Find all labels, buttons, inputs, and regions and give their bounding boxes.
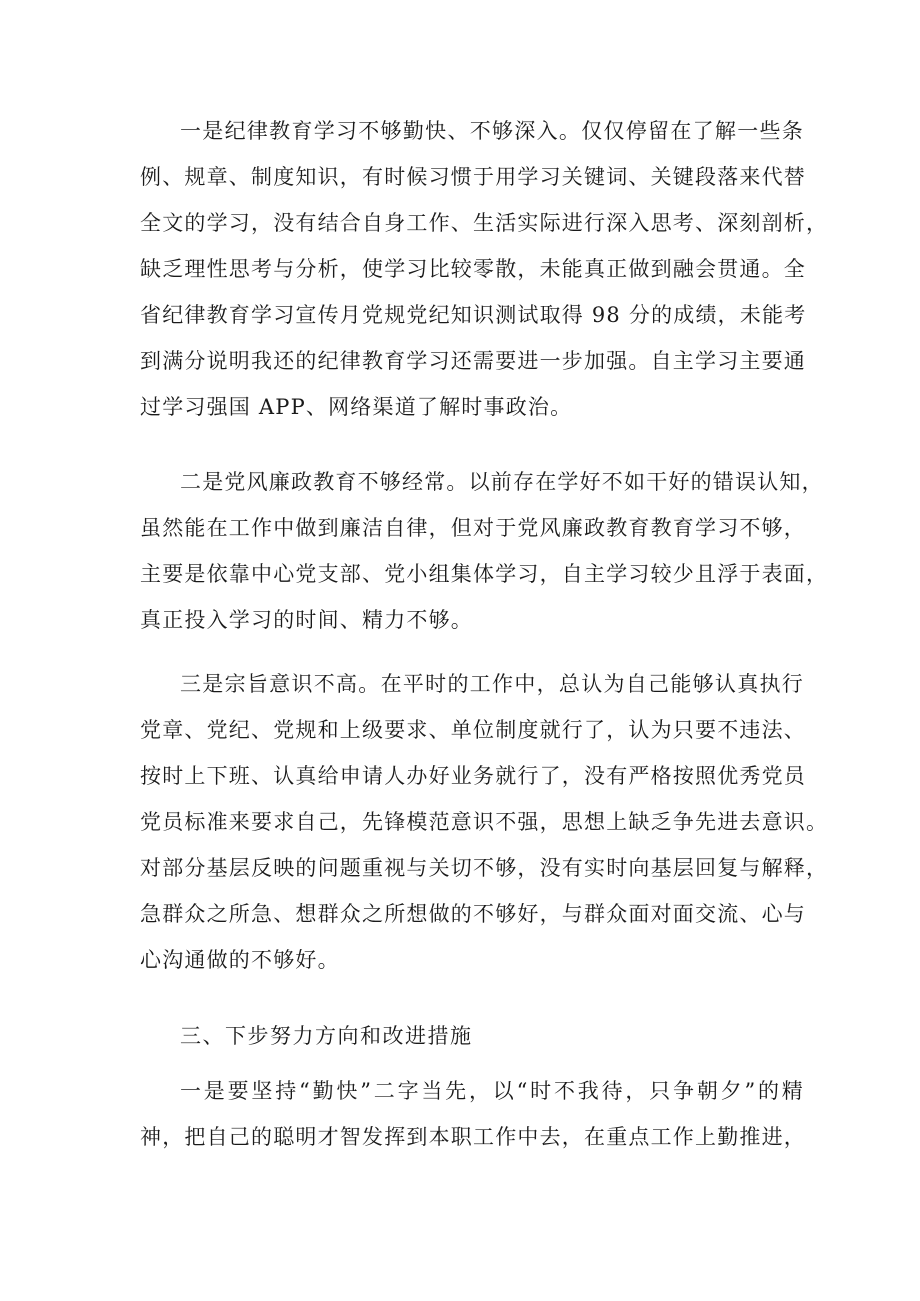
paragraph-discipline-education — [140, 108, 829, 430]
paragraph-integrity-education — [140, 459, 829, 643]
text-line: 党章、党纪、党规和上级要求、单位制度就行了，认为只要不违法、 — [140, 718, 806, 742]
text-line: 全文的学习，没有结合自身工作、生活实际进行深入思考、深刻剖析， — [140, 211, 829, 235]
text-line: 一是要坚持“勤快”二字当先，以“时不我待，只争朝夕”的精 — [180, 1079, 804, 1103]
text-line: 主要是依靠中心党支部、党小组集体学习，自主学习较少且浮于表面， — [140, 562, 829, 586]
text-line: 按时上下班、认真给申请人办好业务就行了，没有严格按照优秀党员 — [140, 764, 806, 788]
text-line: 缺乏理性思考与分析，使学习比较零散，未能真正做到融会贯通。全 — [140, 257, 806, 281]
text-line: 神，把自己的聪明才智发挥到本职工作中去，在重点工作上勤推进， — [140, 1125, 806, 1149]
text-line: 真正投入学习的时间、精力不够。 — [140, 608, 473, 632]
text-line: 对部分基层反映的问题重视与关切不够，没有实时向基层回复与解释， — [140, 856, 829, 880]
paragraph-purpose-awareness — [140, 661, 829, 983]
text-line: 到满分说明我还的纪律教育学习还需要进一步加强。自主学习主要通 — [140, 349, 806, 373]
text-line: 心沟通做的不够好。 — [140, 948, 340, 972]
text-line: 过学习强国 APP、网络渠道了解时事政治。 — [140, 395, 573, 419]
text-line: 急群众之所急、想群众之所想做的不够好，与群众面对面交流、心与 — [140, 902, 806, 926]
text-line: 虽然能在工作中做到廉洁自律，但对于党风廉政教育教育学习不够， — [140, 516, 806, 540]
text-line: 三是宗旨意识不高。在平时的工作中，总认为自己能够认真执行 — [180, 672, 804, 696]
section-heading — [140, 1013, 804, 1059]
section-heading-text: 三、下步努力方向和改进措施 — [180, 1024, 473, 1048]
text-line: 一是纪律教育学习不够勤快、不够深入。仅仅停留在了解一些条 — [180, 119, 804, 143]
text-line: 二是党风廉政教育不够经常。以前存在学好不如干好的错误认知， — [180, 470, 824, 494]
text-line: 省纪律教育学习宣传月党规党纪知识测试取得 98 分的成绩，未能考 — [140, 303, 807, 327]
text-line: 党员标准来要求自己，先锋模范意识不强，思想上缺乏争先进去意识。 — [140, 810, 829, 834]
text-line: 例、规章、制度知识，有时候习惯于用学习关键词、关键段落来代替 — [140, 165, 806, 189]
paragraph-improvement-measures — [140, 1068, 804, 1160]
